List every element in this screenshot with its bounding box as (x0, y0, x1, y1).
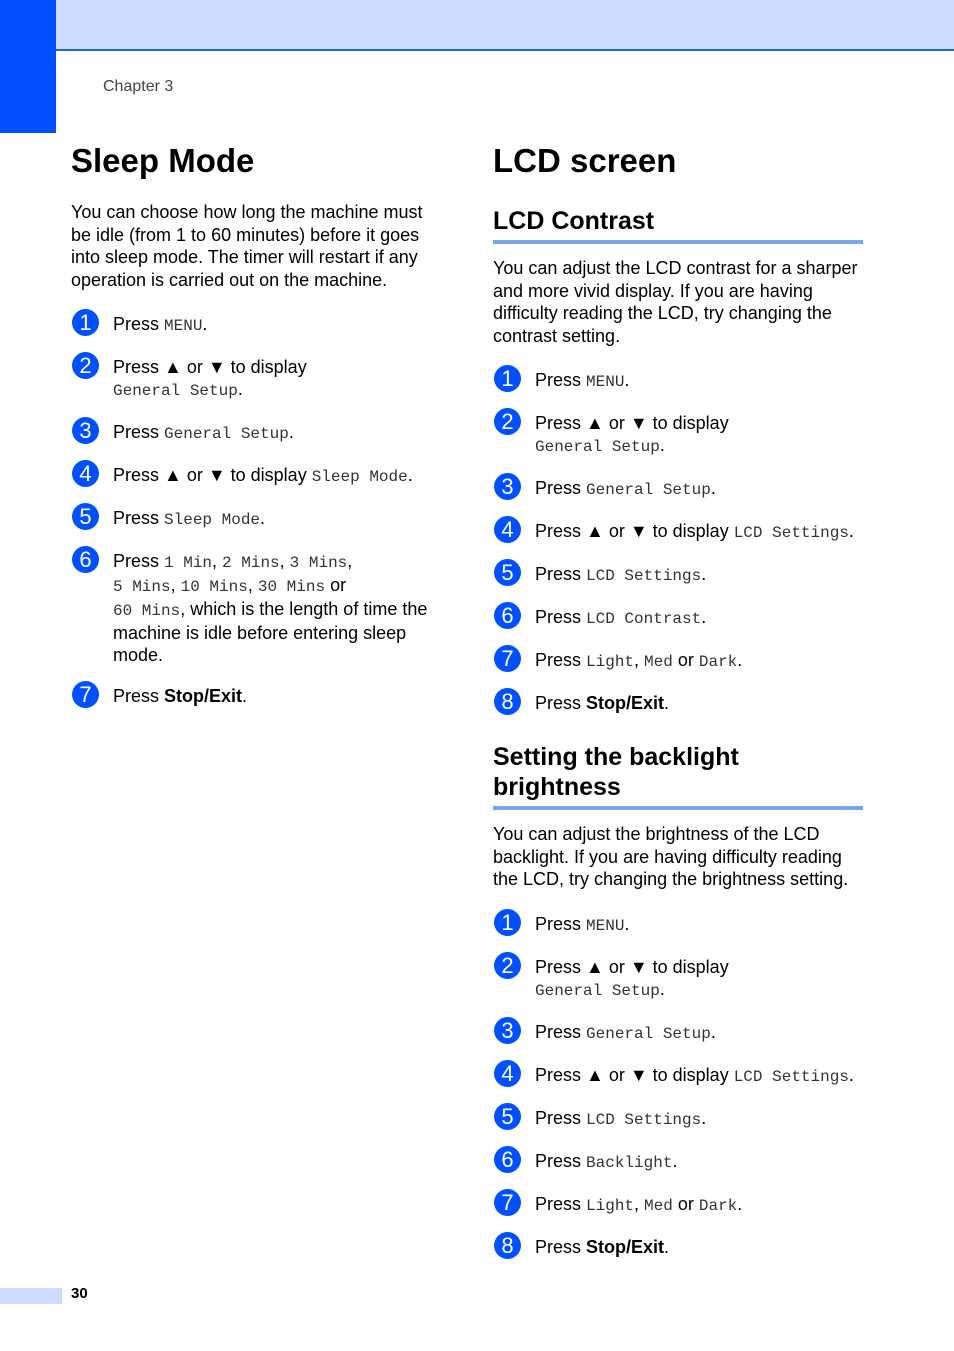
step-number: 1 (494, 909, 521, 936)
step-number: 7 (494, 645, 521, 672)
lcd-contrast-intro: You can adjust the LCD contrast for a sharper and more vivid display. If you are having difficulty reading the LCD, try changing the contrast setting. (493, 258, 858, 346)
header-band (0, 0, 954, 51)
step-number: 3 (494, 473, 521, 500)
sleep-mode-section (71, 140, 441, 707)
step-number: 3 (72, 417, 99, 444)
step-number: 3 (494, 1017, 521, 1044)
step-number: 4 (494, 1060, 521, 1087)
step-number: 8 (494, 688, 521, 715)
step-number: 5 (494, 1103, 521, 1130)
step-number: 8 (494, 1232, 521, 1259)
contrast-step-7: 7 Press Light, Med or Dark. (493, 649, 863, 673)
lcd-screen-title: LCD screen (493, 142, 677, 179)
step-number: 5 (494, 559, 521, 586)
sleep-step-5: 5 Press Sleep Mode. (71, 507, 441, 531)
step-number: 7 (494, 1189, 521, 1216)
backlight-step-1: 1 Press MENU. (493, 913, 863, 937)
step-number: 2 (72, 352, 99, 379)
backlight-step-3: 3 Press General Setup. (493, 1021, 863, 1045)
step-number: 2 (494, 952, 521, 979)
sleep-mode-title: Sleep Mode (71, 142, 255, 179)
step-number: 1 (494, 365, 521, 392)
lcd-contrast-title: LCD Contrast (493, 206, 863, 244)
backlight-step-6: 6 Press Backlight. (493, 1150, 863, 1174)
step-number: 1 (72, 309, 99, 336)
backlight-step-5: 5 Press LCD Settings. (493, 1107, 863, 1131)
contrast-step-8: 8 Press Stop/Exit. (493, 692, 863, 714)
step-number: 7 (72, 681, 99, 708)
step-number: 4 (72, 460, 99, 487)
chapter-label: Chapter 3 (103, 78, 174, 95)
step-number: 6 (494, 1146, 521, 1173)
contrast-step-4: 4 Press ▲ or ▼ to display LCD Settings. (493, 520, 863, 544)
sleep-step-2: 2 Press ▲ or ▼ to display General Setup. (71, 356, 441, 402)
backlight-step-8: 8 Press Stop/Exit. (493, 1236, 863, 1258)
chapter-tab (0, 0, 56, 133)
contrast-step-5: 5 Press LCD Settings. (493, 563, 863, 587)
backlight-title: Setting the backlight brightness (493, 742, 863, 810)
contrast-step-3: 3 Press General Setup. (493, 477, 863, 501)
sleep-step-1: 1 Press MENU. (71, 313, 441, 337)
sleep-step-3: 3 Press General Setup. (71, 421, 441, 445)
backlight-step-2: 2 Press ▲ or ▼ to display General Setup. (493, 956, 863, 1002)
step-number: 2 (494, 408, 521, 435)
sleep-step-6: 6 Press 1 Min, 2 Mins, 3 Mins, 5 Mins, 10 Mins, 30 Mins or 60 Mins, which is the length of time the machine is idle before entering sleep mode. (71, 550, 441, 666)
sleep-step-7: 7 Press Stop/Exit. (71, 685, 441, 707)
lcd-screen-section (493, 140, 863, 1258)
backlight-step-4: 4 Press ▲ or ▼ to display LCD Settings. (493, 1064, 863, 1088)
backlight-intro: You can adjust the brightness of the LCD backlight. If you are having difficulty reading the LCD, try changing the brightness setting. (493, 824, 849, 889)
contrast-step-6: 6 Press LCD Contrast. (493, 606, 863, 630)
footer-band (0, 1288, 62, 1304)
contrast-step-1: 1 Press MENU. (493, 369, 863, 393)
step-number: 6 (494, 602, 521, 629)
page-number: 30 (71, 1285, 88, 1302)
step-number: 6 (72, 546, 99, 573)
sleep-mode-intro: You can choose how long the machine must be idle (from 1 to 60 minutes) before it goes into sleep mode. The timer will restart if any operation is carried out on the machine. (71, 202, 423, 290)
step-number: 5 (72, 503, 99, 530)
step-number: 4 (494, 516, 521, 543)
backlight-step-7: 7 Press Light, Med or Dark. (493, 1193, 863, 1217)
contrast-step-2: 2 Press ▲ or ▼ to display General Setup. (493, 412, 863, 458)
sleep-step-4: 4 Press ▲ or ▼ to display Sleep Mode. (71, 464, 441, 488)
